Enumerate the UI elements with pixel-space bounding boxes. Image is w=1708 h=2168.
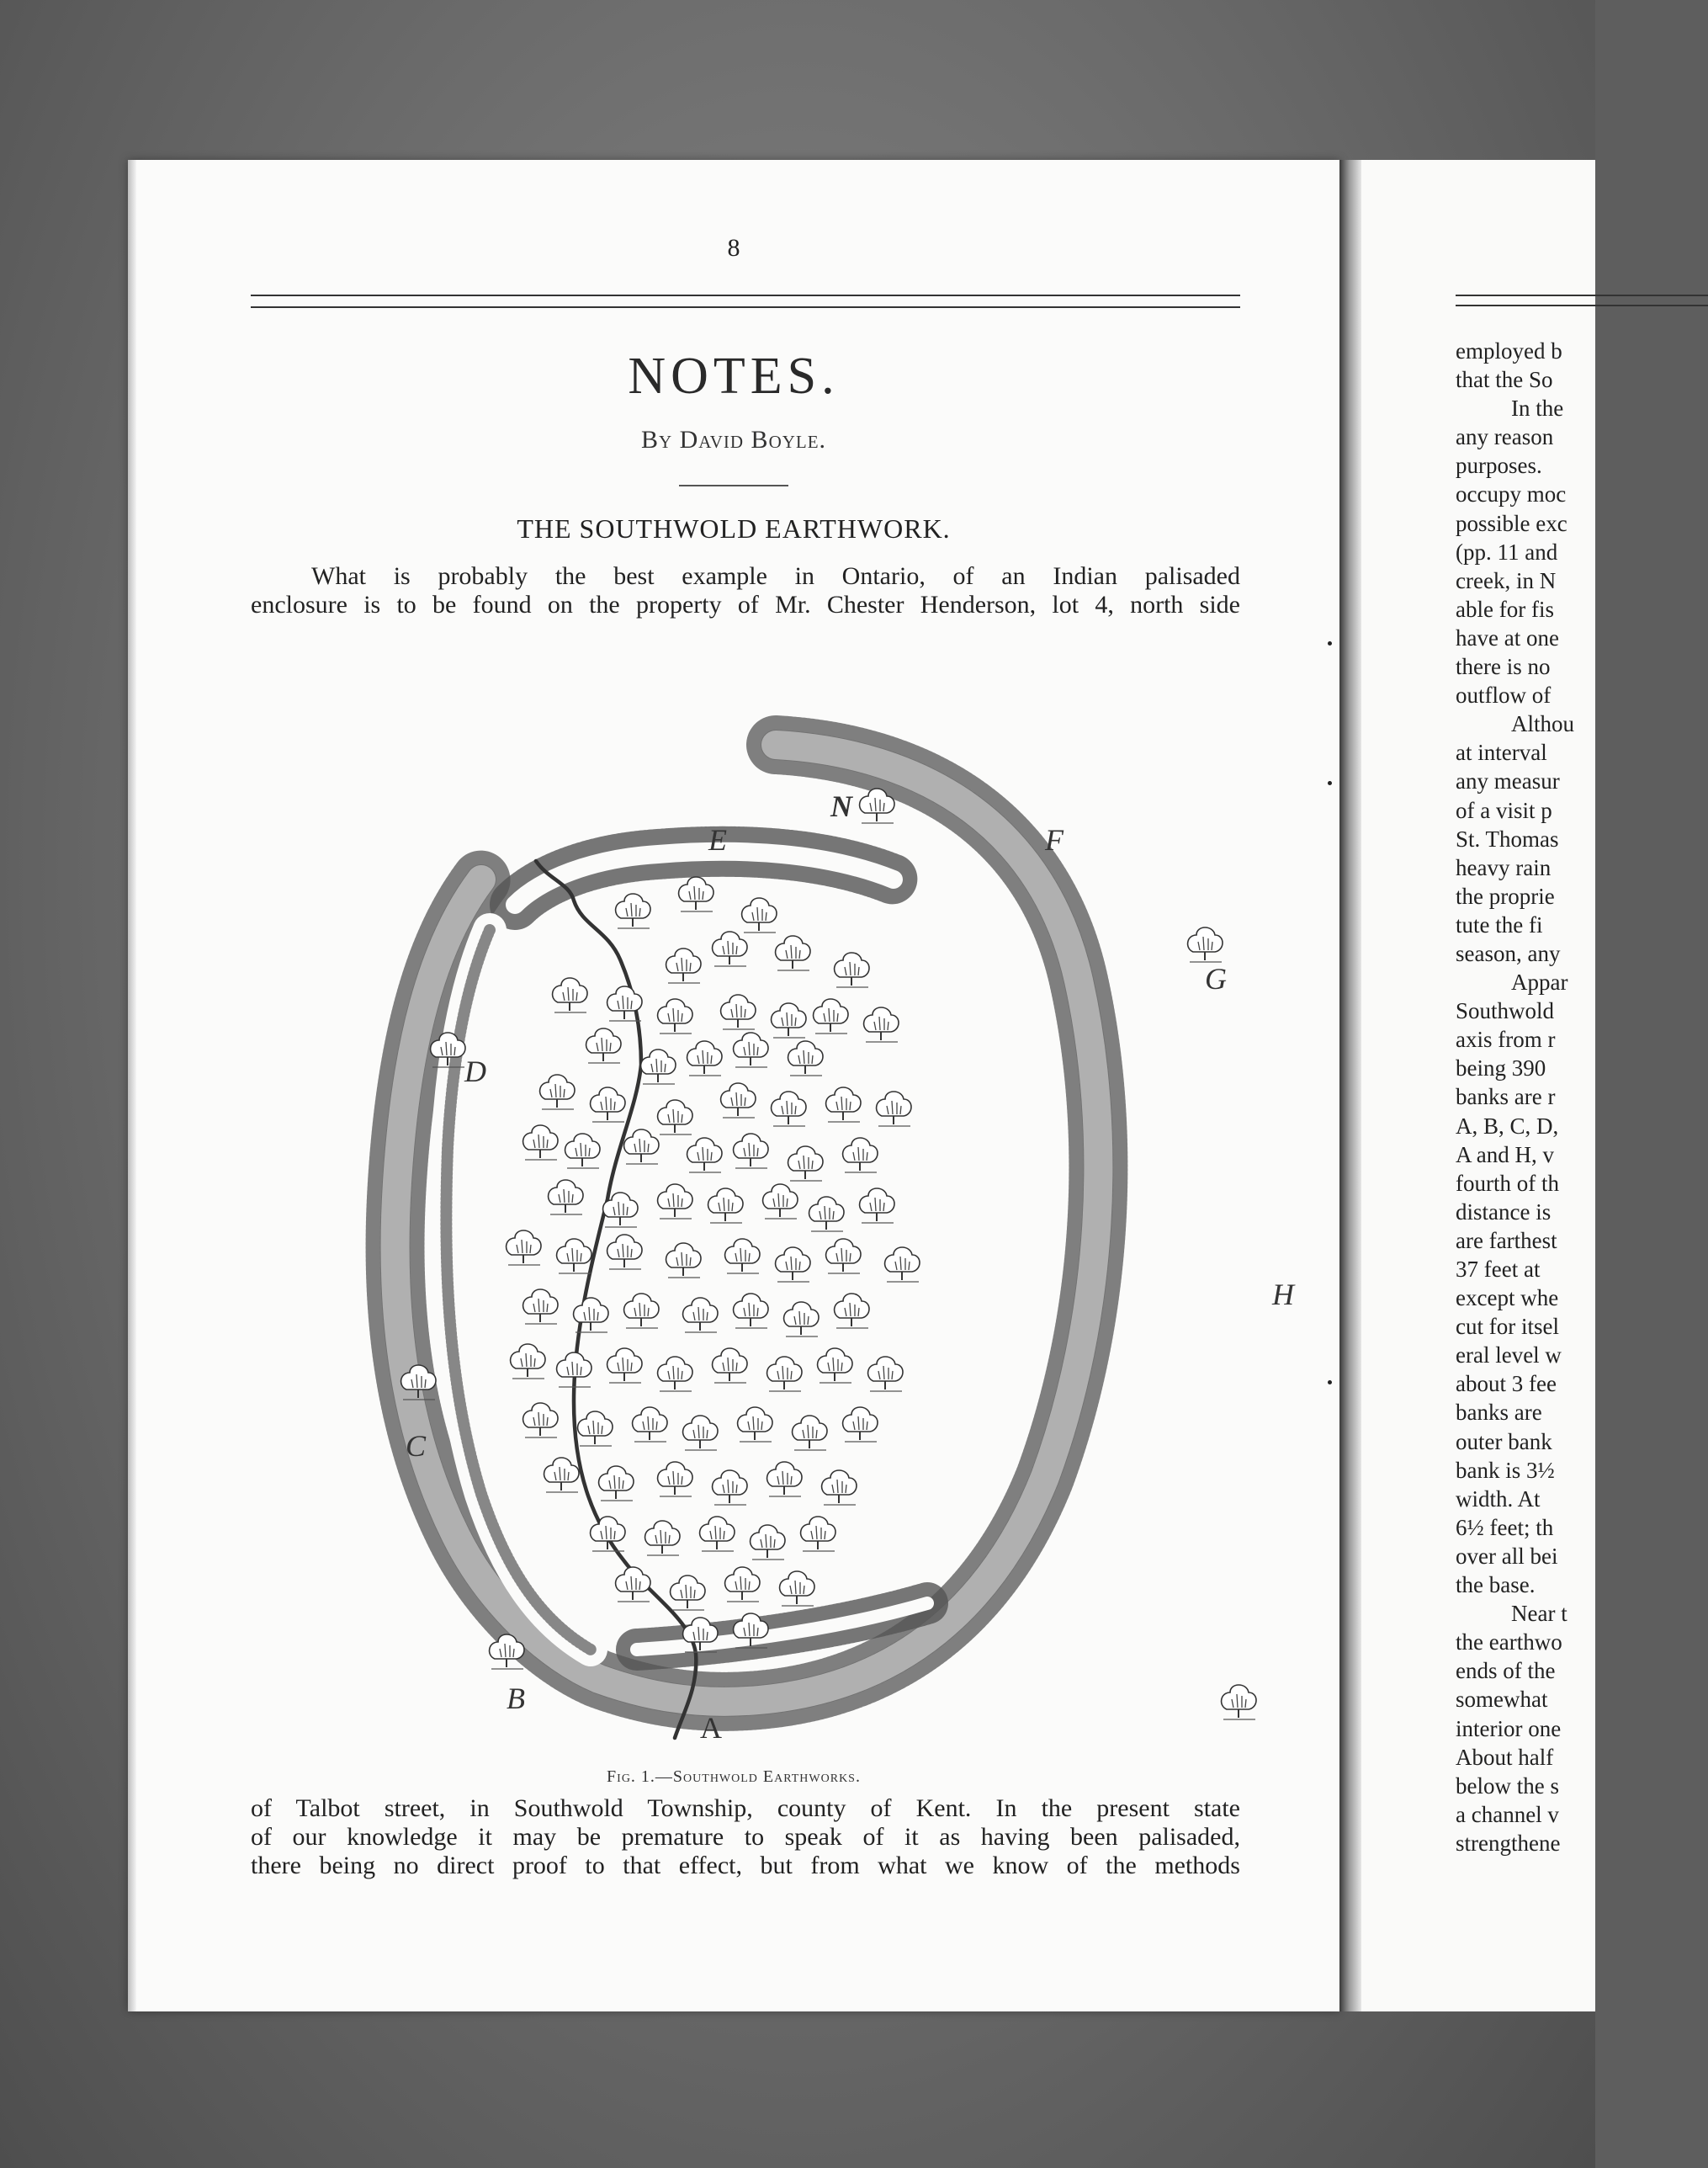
scan-speck bbox=[1328, 641, 1332, 646]
short-divider bbox=[679, 485, 788, 486]
facing-line: any reason bbox=[1456, 424, 1554, 450]
facing-line: In the bbox=[1511, 396, 1564, 422]
facing-line: the base. bbox=[1456, 1572, 1536, 1598]
book-spine bbox=[1339, 160, 1361, 2011]
facing-line: (pp. 11 and bbox=[1456, 539, 1558, 565]
label-b: B bbox=[507, 1682, 525, 1715]
facing-line: interior one bbox=[1456, 1715, 1562, 1741]
facing-line: outer bank bbox=[1456, 1428, 1552, 1454]
figure-caption: Fig. 1.—Southwold Earthworks. bbox=[607, 1767, 861, 1786]
facing-line: About half bbox=[1456, 1744, 1554, 1770]
facing-line: of a visit p bbox=[1456, 797, 1552, 823]
facing-line: width. At bbox=[1456, 1485, 1541, 1512]
facing-line: the earthwo bbox=[1456, 1629, 1562, 1655]
facing-line: employed b bbox=[1456, 338, 1562, 364]
facing-line: somewhat bbox=[1456, 1687, 1548, 1713]
intro-paragraph bbox=[251, 562, 1240, 619]
facing-line: season, any bbox=[1456, 940, 1561, 966]
closing-line: of our knowledge it may be premature to speak of it as having been palisaded, bbox=[251, 1823, 1240, 1851]
facing-line: about 3 fee bbox=[1456, 1371, 1557, 1397]
label-h: H bbox=[1272, 1278, 1294, 1311]
facing-line: strengthene bbox=[1456, 1830, 1561, 1856]
facing-line: heavy rain bbox=[1456, 854, 1552, 880]
label-f: F bbox=[1045, 823, 1064, 857]
facing-line: eral level w bbox=[1456, 1342, 1562, 1368]
facing-line: Near t bbox=[1511, 1601, 1567, 1627]
facing-line: over all bei bbox=[1456, 1543, 1558, 1569]
facing-header-rule bbox=[1456, 295, 1708, 306]
scan-speck bbox=[1328, 1380, 1332, 1384]
label-n: N bbox=[830, 789, 852, 823]
facing-line: occupy moc bbox=[1456, 481, 1567, 507]
label-c: C bbox=[406, 1429, 427, 1463]
label-g: G bbox=[1205, 962, 1227, 996]
page-number: 8 bbox=[727, 234, 740, 262]
facing-line: there is no bbox=[1456, 654, 1551, 680]
closing-paragraph bbox=[251, 1794, 1240, 1880]
intro-line: enclosure is to be found on the property of Mr. Chester Henderson, lot 4, north side bbox=[251, 591, 1240, 619]
facing-line: Althou bbox=[1511, 711, 1575, 737]
interior-trees bbox=[507, 877, 920, 1652]
facing-line: a channel v bbox=[1456, 1801, 1559, 1827]
facing-line: St. Thomas bbox=[1456, 826, 1559, 852]
facing-line: able for fis bbox=[1456, 596, 1554, 622]
facing-line: any measur bbox=[1456, 768, 1560, 794]
facing-line: banks are r bbox=[1456, 1084, 1556, 1110]
facing-line: 6½ feet; th bbox=[1456, 1514, 1554, 1540]
facing-line: creek, in N bbox=[1456, 567, 1557, 593]
facing-line: tute the fi bbox=[1456, 911, 1543, 938]
facing-page bbox=[1361, 160, 1595, 2011]
label-a: A bbox=[700, 1711, 722, 1745]
label-e: E bbox=[708, 823, 727, 857]
facing-line: below the s bbox=[1456, 1772, 1559, 1799]
closing-line: of Talbot street, in Southwold Township, county of Kent. In the present state bbox=[251, 1794, 1240, 1822]
scan-speck bbox=[1328, 781, 1332, 785]
facing-line: axis from r bbox=[1456, 1027, 1556, 1053]
facing-line: possible exc bbox=[1456, 510, 1567, 536]
intro-line: What is probably the best example in Ontario, of an Indian palisaded bbox=[311, 562, 1240, 590]
facing-line: outflow of bbox=[1456, 683, 1552, 709]
facing-line: the proprie bbox=[1456, 883, 1555, 909]
facing-line: except whe bbox=[1456, 1285, 1559, 1311]
facing-line: purposes. bbox=[1456, 453, 1542, 479]
facing-line: cut for itsel bbox=[1456, 1314, 1559, 1340]
facing-line: that the So bbox=[1456, 367, 1553, 393]
label-d: D bbox=[464, 1055, 486, 1088]
earthwork-illustration bbox=[237, 627, 1294, 1772]
facing-line: at interval bbox=[1456, 740, 1547, 766]
facing-line: 37 feet at bbox=[1456, 1257, 1541, 1282]
section-title: THE SOUTHWOLD EARTHWORK. bbox=[517, 513, 951, 544]
header-double-rule bbox=[251, 295, 1240, 308]
facing-line: are farthest bbox=[1456, 1227, 1557, 1253]
facing-line: Appar bbox=[1511, 970, 1568, 996]
facing-line: distance is bbox=[1456, 1198, 1552, 1225]
facing-line: bank is 3½ bbox=[1456, 1457, 1555, 1483]
facing-page-text bbox=[1456, 337, 1574, 1857]
left-page bbox=[128, 160, 1339, 2011]
facing-line: ends of the bbox=[1456, 1658, 1556, 1684]
facing-line: Southwold bbox=[1456, 998, 1555, 1024]
page-heading: NOTES. bbox=[628, 348, 840, 405]
closing-line: there being no direct proof to that effect, but from what we know of the methods bbox=[251, 1852, 1240, 1879]
facing-line: have at one bbox=[1456, 624, 1559, 651]
facing-line: fourth of th bbox=[1456, 1170, 1559, 1196]
facing-line: banks are bbox=[1456, 1400, 1542, 1426]
author-byline: By David Boyle. bbox=[640, 426, 827, 454]
facing-line: A, B, C, D, bbox=[1456, 1113, 1559, 1139]
facing-line: being 390 bbox=[1456, 1055, 1546, 1081]
facing-line: A and H, v bbox=[1456, 1141, 1554, 1167]
